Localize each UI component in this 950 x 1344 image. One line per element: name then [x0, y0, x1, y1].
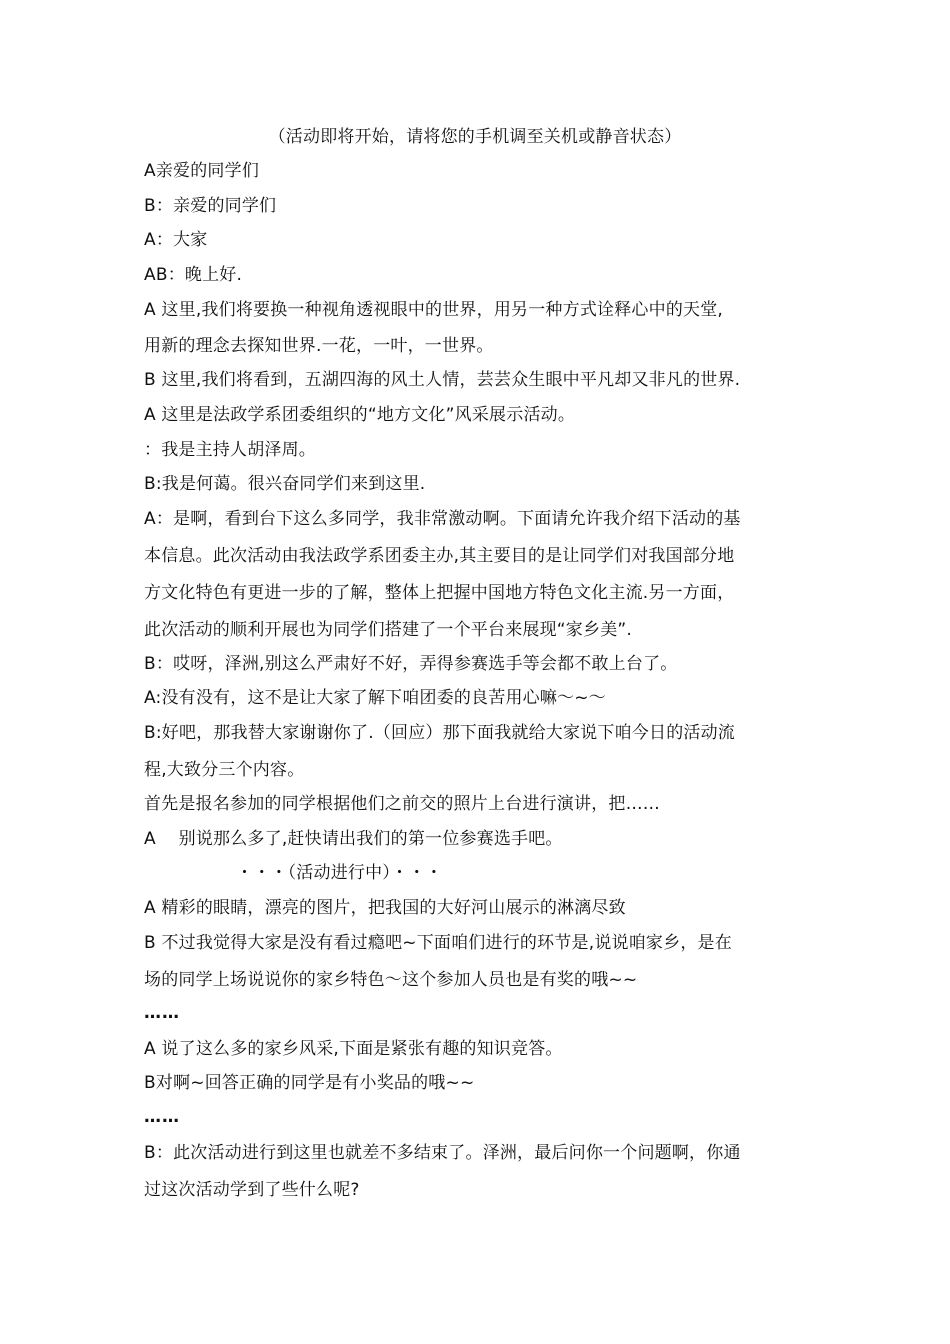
- script-line: A 别说那么多了,赶快请出我们的第一位参赛选手吧。: [144, 829, 563, 849]
- notice-line: （活动即将开始，请将您的手机调至关机或静音状态）: [268, 127, 682, 147]
- script-line: B 这里,我们将看到，五湖四海的风土人情，芸芸众生眼中平凡却又非凡的世界.: [144, 370, 741, 390]
- script-line: A:没有没有，这不是让大家了解下咱团委的良苦用心嘛～~～: [144, 688, 606, 708]
- script-line: B：亲爱的同学们: [144, 196, 277, 216]
- script-line: A 这里是法政学系团委组织的“地方文化”风采展示活动。: [144, 405, 576, 425]
- script-line: 本信息。此次活动由我法政学系团委主办,其主要目的是让同学们对我国部分地: [144, 546, 735, 566]
- ellipsis-line: ……: [144, 1107, 180, 1127]
- script-line: B对啊~回答正确的同学是有小奖品的哦~~: [144, 1073, 475, 1093]
- script-line: 首先是报名参加的同学根据他们之前交的照片上台进行演讲，把……: [144, 794, 660, 814]
- script-line: 用新的理念去探知世界.一花，一叶，一世界。: [144, 336, 494, 356]
- script-line: ：我是主持人胡泽周。: [144, 440, 316, 460]
- script-line: B 不过我觉得大家是没有看过瘾吧~下面咱们进行的环节是,说说咱家乡，是在: [144, 933, 732, 953]
- activity-in-progress-line: ・・・（活动进行中）・・・: [236, 863, 443, 883]
- script-line: B:好吧，那我替大家谢谢你了.（回应）那下面我就给大家说下咱今日的活动流: [144, 723, 735, 743]
- script-line: 场的同学上场说说你的家乡特色～这个参加人员也是有奖的哦~~: [144, 970, 638, 990]
- script-line: 程,大致分三个内容。: [144, 760, 305, 780]
- script-line: A：是啊，看到台下这么多同学，我非常激动啊。下面请允许我介绍下活动的基: [144, 509, 741, 529]
- script-line: 过这次活动学到了些什么呢?: [144, 1180, 360, 1200]
- script-line: A 这里,我们将要换一种视角透视眼中的世界，用另一种方式诠释心中的天堂,: [144, 300, 724, 320]
- script-line: A：大家: [144, 230, 208, 250]
- script-line: B：此次活动进行到这里也就差不多结束了。泽洲，最后问你一个问题啊，你通: [144, 1143, 741, 1163]
- script-line: AB：晚上好.: [144, 265, 243, 285]
- script-line: A亲爱的同学们: [144, 161, 260, 181]
- script-line: 此次活动的顺利开展也为同学们搭建了一个平台来展现“家乡美”.: [144, 620, 633, 640]
- script-line: A 精彩的眼睛，漂亮的图片，把我国的大好河山展示的淋漓尽致: [144, 898, 626, 918]
- script-line: B：哎呀，泽洲,别这么严肃好不好，弄得参赛选手等会都不敢上台了。: [144, 654, 678, 674]
- script-line: 方文化特色有更进一步的了解，整体上把握中国地方特色文化主流.另一方面，: [144, 583, 735, 603]
- script-line: A 说了这么多的家乡风采,下面是紧张有趣的知识竞答。: [144, 1039, 563, 1059]
- script-line: B:我是何蔼。很兴奋同学们来到这里.: [144, 474, 426, 494]
- ellipsis-line: ……: [144, 1003, 180, 1023]
